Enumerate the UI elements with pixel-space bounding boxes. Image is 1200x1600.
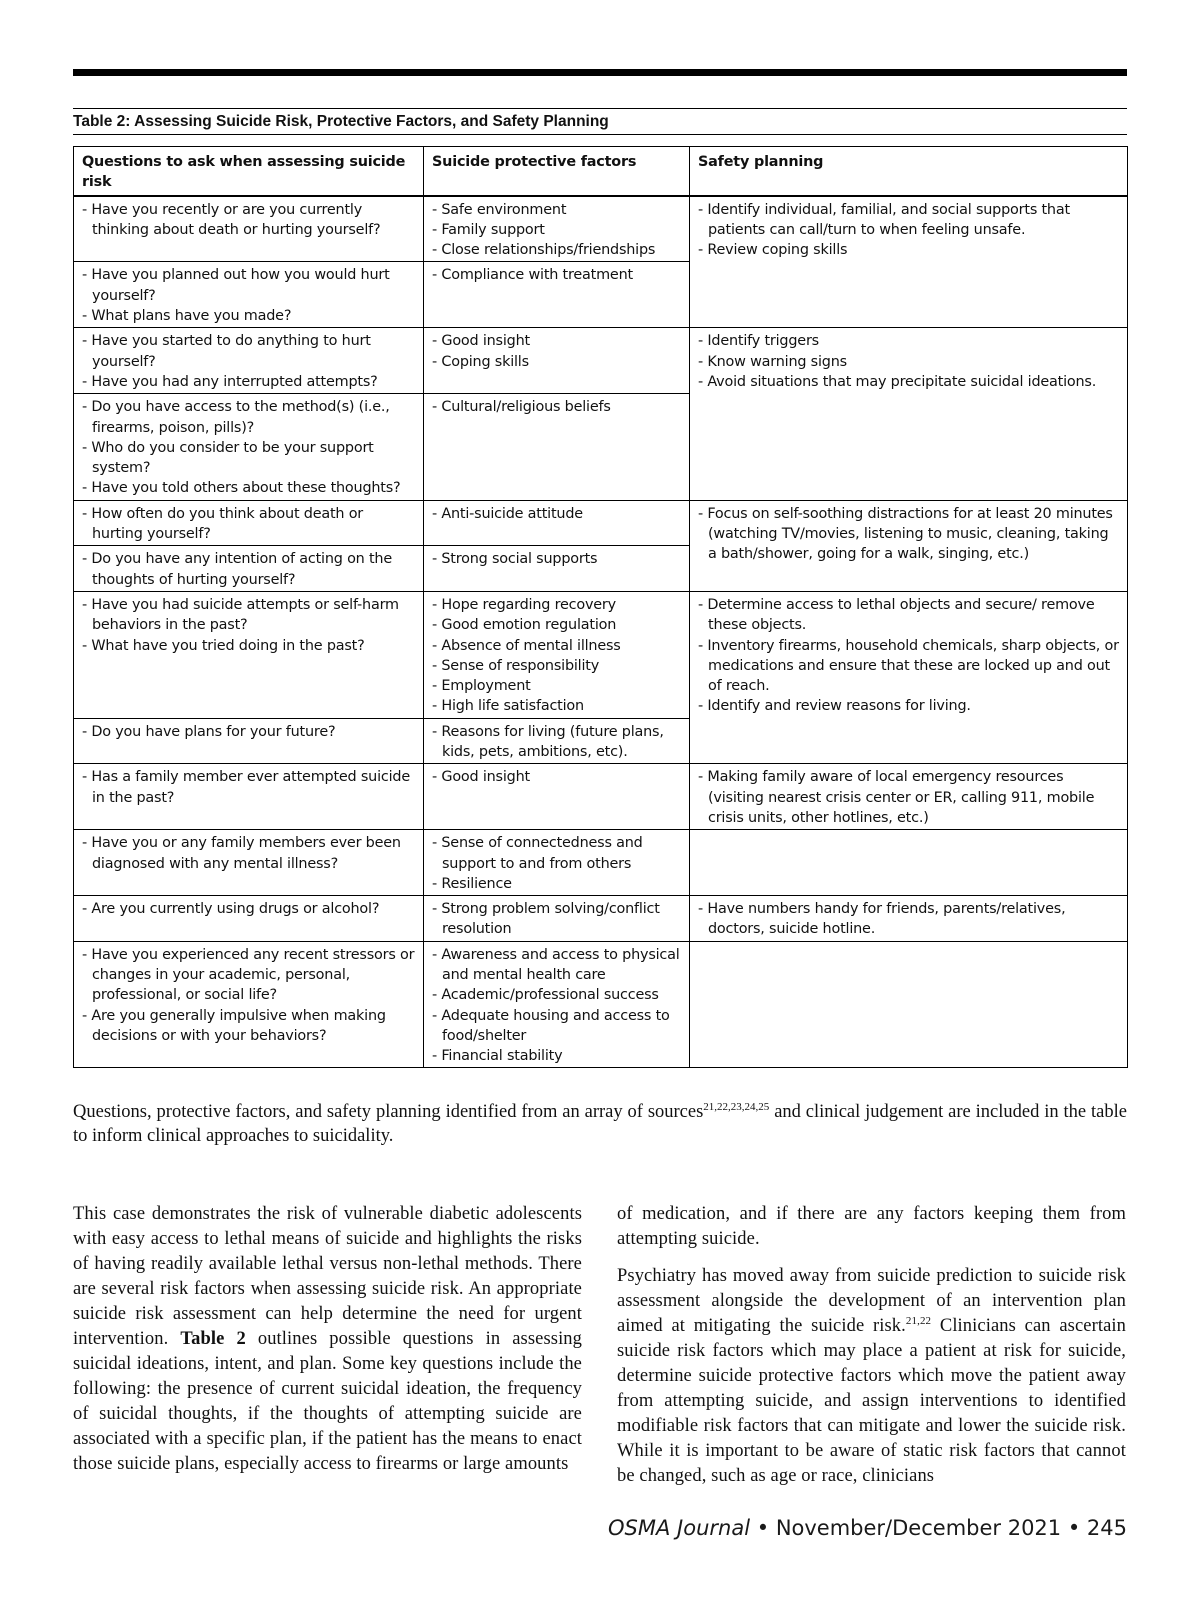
question-item: - How often do you think about death or hurting yourself? xyxy=(82,505,364,543)
question-item: - Have you experienced any recent stressors or changes in your academic, personal, professional, or social life? xyxy=(82,946,415,1004)
footer-separator: • xyxy=(750,1516,776,1540)
header-safety: Safety planning xyxy=(690,147,1128,196)
questions-cell xyxy=(74,196,424,262)
table-reference: Table 2 xyxy=(180,1329,246,1349)
safety-cell xyxy=(690,500,1128,591)
safety-item: - Making family aware of local emergency resources (visiting nearest crisis center or ER, calling 911, mobile crisis units, other hotlines, etc.) xyxy=(698,769,1095,826)
questions-cell xyxy=(74,830,424,896)
protective-item: - Adequate housing and access to food/shelter xyxy=(432,1007,670,1044)
table-row xyxy=(74,328,1128,394)
question-item: - Do you have any intention of acting on the thoughts of hurting yourself? xyxy=(82,551,392,588)
question-item: - Are you generally impulsive when making decisions or with your behaviors? xyxy=(82,1007,386,1044)
protective-item: - Reasons for living (future plans, kids, pets, ambitions, etc). xyxy=(432,723,664,761)
footer-separator: • xyxy=(1061,1516,1087,1540)
safety-item: - Have numbers handy for friends, parents/relatives, doctors, suicide hotline. xyxy=(698,901,1066,938)
protective-item: - Strong problem solving/conflict resolution xyxy=(432,901,660,938)
questions-cell xyxy=(74,500,424,546)
body-paragraph: of medication, and if there are any factors keeping them from attempting suicide. xyxy=(617,1204,1126,1249)
question-item: - Have you recently or are you currently thinking about death or hurting yourself? xyxy=(82,201,381,238)
safety-cell xyxy=(690,196,1128,328)
table-row xyxy=(74,896,1128,942)
questions-cell xyxy=(74,764,424,830)
protective-item: - Hope regarding recovery xyxy=(432,596,616,613)
protective-item: - Close relationships/friendships xyxy=(432,242,656,259)
questions-cell xyxy=(74,591,424,718)
questions-cell xyxy=(74,546,424,592)
safety-cell xyxy=(690,591,1128,763)
protective-item: - Safe environment xyxy=(432,201,567,218)
table-row xyxy=(74,500,1128,546)
protective-cell xyxy=(424,941,690,1068)
safety-item: - Identify triggers xyxy=(698,333,819,350)
protective-item: - Good emotion regulation xyxy=(432,617,617,634)
question-item: - Have you told others about these thoughts? xyxy=(82,480,401,497)
protective-item: - Academic/professional success xyxy=(432,987,659,1004)
protective-cell xyxy=(424,764,690,830)
protective-item: - Good insight xyxy=(432,769,530,786)
question-item: - Are you currently using drugs or alcohol? xyxy=(82,901,380,918)
protective-cell xyxy=(424,262,690,328)
body-text: This case demonstrates the risk of vulnerable diabetic adolescents with easy access to lethal means of suicide and highlights the risks of having readily available lethal versus non-lethal methods. There are several risk factors when assessing suicide risk. An appropriate suicide risk assessment can help determine the need for urgent intervention. xyxy=(73,1204,582,1349)
body-column-left xyxy=(73,1202,582,1477)
header-protective: Suicide protective factors xyxy=(424,147,690,196)
questions-cell xyxy=(74,262,424,328)
safety-item: - Know warning signs xyxy=(698,353,847,370)
protective-item: - Employment xyxy=(432,678,531,695)
protective-cell xyxy=(424,830,690,896)
question-item: - Do you have plans for your future? xyxy=(82,723,336,740)
questions-cell xyxy=(74,896,424,942)
safety-cell xyxy=(690,896,1128,942)
question-item: - Have you or any family members ever been diagnosed with any mental illness? xyxy=(82,835,401,872)
safety-item: - Identify individual, familial, and social supports that patients can call/turn to when feeling unsafe. xyxy=(698,201,1070,238)
protective-item: - Family support xyxy=(432,221,545,238)
table-header-row xyxy=(74,147,1128,196)
questions-cell xyxy=(74,718,424,764)
safety-item: - Inventory firearms, household chemicals, sharp objects, or medications and ensure that these are locked up and out of reach. xyxy=(698,637,1119,695)
protective-item: - Compliance with treatment xyxy=(432,267,633,284)
safety-item: - Avoid situations that may precipitate suicidal ideations. xyxy=(698,373,1097,390)
top-rule xyxy=(73,69,1127,76)
protective-cell xyxy=(424,591,690,718)
safety-cell-empty xyxy=(690,941,1128,1068)
question-item: - What plans have you made? xyxy=(82,308,292,325)
protective-item: - Financial stability xyxy=(432,1048,563,1065)
question-item: - Do you have access to the method(s) (i.e., firearms, poison, pills)? xyxy=(82,399,390,436)
protective-item: - High life satisfaction xyxy=(432,698,584,715)
question-item: - Have you had any interrupted attempts? xyxy=(82,373,378,390)
table-caption xyxy=(73,1100,1127,1148)
safety-item: - Determine access to lethal objects and secure/ remove these objects. xyxy=(698,596,1095,634)
question-item: - Who do you consider to be your support system? xyxy=(82,439,374,477)
protective-cell xyxy=(424,196,690,262)
protective-cell xyxy=(424,718,690,764)
body-column-right xyxy=(617,1202,1126,1489)
header-questions: Questions to ask when assessing suicide risk xyxy=(74,147,424,196)
protective-item: - Sense of responsibility xyxy=(432,657,600,674)
body-citations: 21,22 xyxy=(905,1315,932,1327)
protective-cell xyxy=(424,500,690,546)
caption-citations: 21,22,23,24,25 xyxy=(703,1101,770,1113)
protective-item: - Awareness and access to physical and mental health care xyxy=(432,946,680,983)
protective-item: - Anti-suicide attitude xyxy=(432,505,583,522)
table-row xyxy=(74,196,1128,262)
table-row xyxy=(74,941,1128,1068)
protective-cell xyxy=(424,896,690,942)
protective-item: - Strong social supports xyxy=(432,551,598,568)
caption-text: Questions, protective factors, and safety planning identified from an array of sources xyxy=(73,1102,704,1122)
table-row xyxy=(74,830,1128,896)
protective-cell xyxy=(424,328,690,394)
page-footer xyxy=(608,1515,1127,1541)
protective-item: - Good insight xyxy=(432,333,530,350)
journal-name: OSMA Journal xyxy=(608,1516,751,1540)
protective-cell xyxy=(424,394,690,500)
question-item: - Have you had suicide attempts or self-harm behaviors in the past? xyxy=(82,596,399,634)
page-number: 245 xyxy=(1086,1516,1127,1540)
body-text: Psychiatry has moved away from suicide prediction to suicide risk assessment alongside the development of an intervention plan aimed at mitigating the suicide risk. xyxy=(617,1266,1126,1336)
protective-item: - Absence of mental illness xyxy=(432,637,621,654)
question-item: - Have you planned out how you would hurt yourself? xyxy=(82,267,390,304)
safety-item: - Focus on self-soothing distractions for at least 20 minutes (watching TV/movies, listening to music, cleaning, taking a bath/shower, going for a walk, singing, etc.) xyxy=(698,505,1113,563)
table-row xyxy=(74,591,1128,718)
table-row xyxy=(74,764,1128,830)
protective-item: - Coping skills xyxy=(432,353,529,370)
safety-item: - Review coping skills xyxy=(698,242,848,259)
protective-cell xyxy=(424,546,690,592)
body-paragraph xyxy=(617,1264,1126,1489)
protective-item: - Cultural/religious beliefs xyxy=(432,399,611,416)
questions-cell xyxy=(74,941,424,1068)
caption-text-end: and clinical judgement are included in the table to inform clinical approaches to suicidality. xyxy=(73,1102,1127,1146)
question-item: - Have you started to do anything to hurt yourself? xyxy=(82,333,371,370)
safety-item: - Identify and review reasons for living. xyxy=(698,698,971,715)
question-item: - What have you tried doing in the past? xyxy=(82,637,365,654)
body-paragraph xyxy=(73,1202,582,1477)
body-text: Clinicians can ascertain suicide risk factors which may place a patient at risk for suicide, determine suicide protective factors which move the patient away from attempting suicide, and assign interventions to identified modifiable risk factors that can mitigate and lower the suicide risk. While it is important to be aware of static risk factors that cannot be changed, such as age or race, clinicians xyxy=(617,1316,1126,1486)
questions-cell xyxy=(74,328,424,394)
issue-date: November/December 2021 xyxy=(775,1516,1062,1540)
safety-cell xyxy=(690,764,1128,830)
questions-cell xyxy=(74,394,424,500)
protective-item: - Sense of connectedness and support to and from others xyxy=(432,835,643,872)
question-item: - Has a family member ever attempted suicide in the past? xyxy=(82,769,410,806)
risk-assessment-table xyxy=(73,146,1128,1068)
protective-item: - Resilience xyxy=(432,875,512,892)
safety-cell-empty xyxy=(690,830,1128,896)
table-title: Table 2: Assessing Suicide Risk, Protective Factors, and Safety Planning xyxy=(73,108,1127,135)
safety-cell xyxy=(690,328,1128,500)
body-text: outlines possible questions in assessing suicidal ideations, intent, and plan. Some key questions include the following: the presence of current suicidal ideation, the frequency of suicidal thoughts, if the thoughts of attempting suicide are associated with a specific plan, if the patient has the means to enact those suicide plans, especially access to firearms or large amounts xyxy=(73,1329,583,1474)
